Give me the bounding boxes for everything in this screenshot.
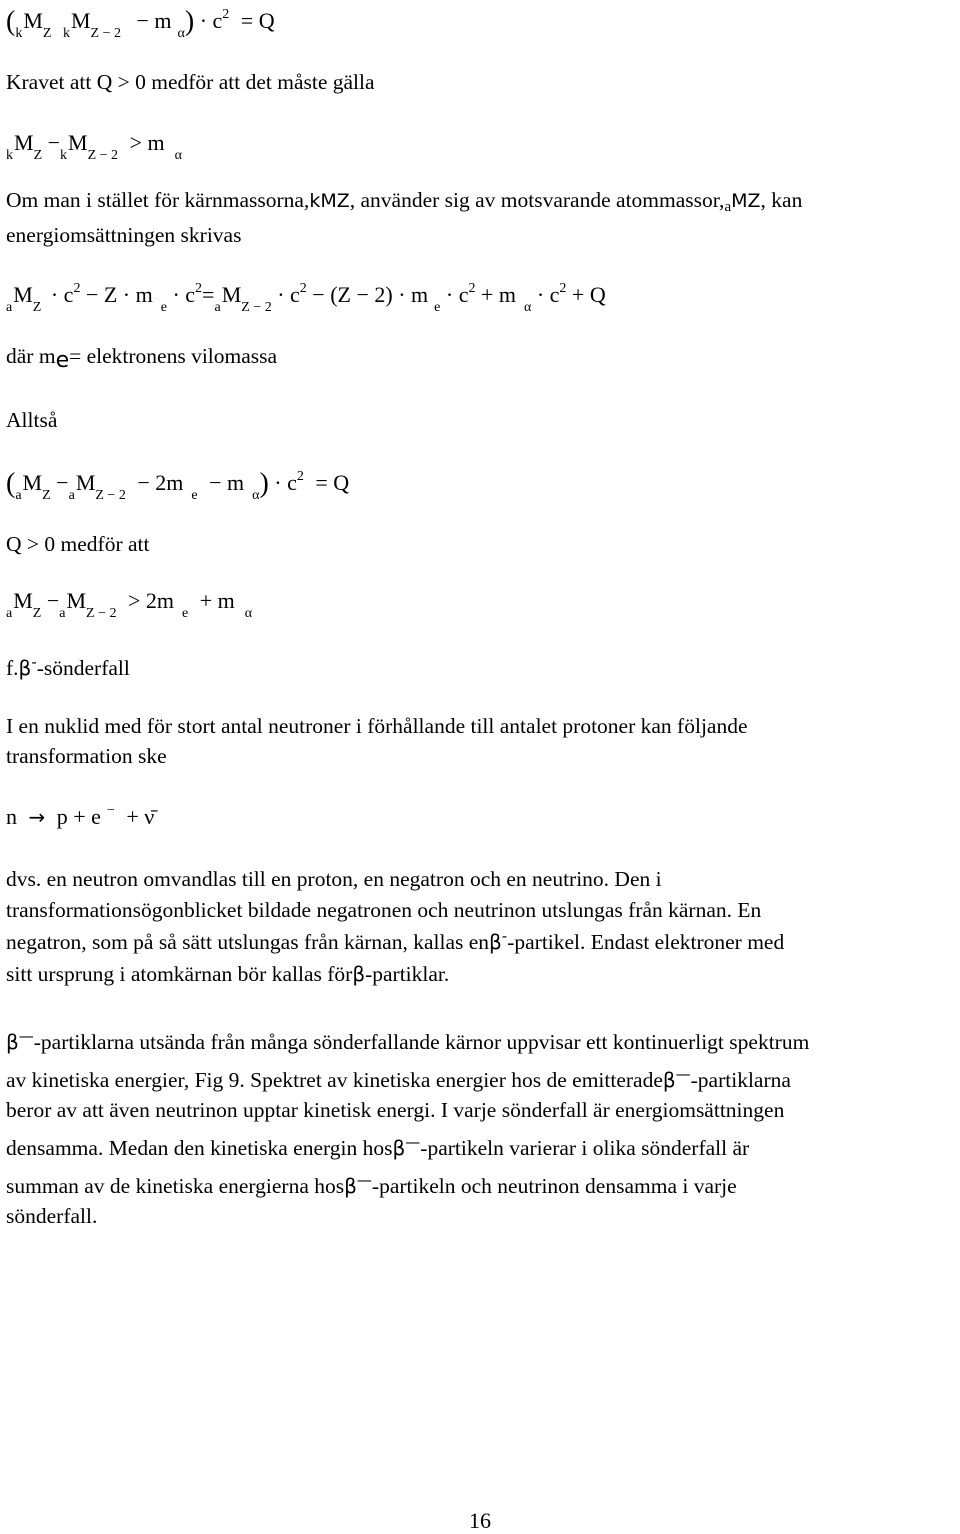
page-number: 16 xyxy=(469,1508,491,1533)
paragraph-thus: Alltså xyxy=(6,408,58,432)
paragraph-spectrum-line5: summan av de kinetiska energierna hosβ—-partikeln och neutrinon densamma i varje xyxy=(6,1171,737,1198)
paragraph-neutron-conversion-line2: transformationsögonblicket bildade negatronen och neutrinon utslungas från kärnan. En xyxy=(6,898,762,922)
paragraph-spectrum-line2: av kinetiska energier, Fig 9. Spektret av kinetiska energier hos de emitteradeβ—-partiklarna xyxy=(6,1065,791,1092)
paragraph-electron-rest-mass: där me= elektronens vilomassa xyxy=(6,344,278,373)
paragraph-spectrum-line4: densamma. Medan den kinetiska energin hosβ—-partikeln varierar i olika sönderfall är xyxy=(6,1133,750,1160)
paragraph-spectrum-line6: sönderfall. xyxy=(6,1204,98,1228)
paragraph-neutron-conversion-line4: sitt ursprung i atomkärnan bör kallas förβ-partiklar. xyxy=(6,962,450,986)
equation-condition-nuclear: kMZ −kMZ − 2 > mα xyxy=(6,130,182,163)
equation-beta-decay: n → p + e − + ν̄ xyxy=(6,803,155,829)
paragraph-atomic-masses-line2: energiomsättningen skrivas xyxy=(6,223,242,247)
paragraph-q-positive: Q > 0 medför att xyxy=(6,532,150,556)
paragraph-neutron-excess-line1: I en nuklid med för stort antal neutroner i förhållande till antalet protoner kan följande xyxy=(6,714,748,738)
equation-q-value-nuclear: (kMZ kMZ − 2 − mα) · c2 = Q xyxy=(6,6,275,41)
paragraph-requirement: Kravet att Q > 0 medför att det måste gälla xyxy=(6,70,375,94)
equation-condition-atomic: aMZ −aMZ − 2 > 2me + mα xyxy=(6,588,253,621)
equation-q-value-atomic: (aMZ −aMZ − 2 − 2me − mα) · c2 = Q xyxy=(6,468,350,503)
paragraph-neutron-conversion-line3: negatron, som på så sätt utslungas från kärnan, kallas enβ--partikel. Endast elektroner med xyxy=(6,927,785,954)
paragraph-atomic-masses-line1: Om man i stället för kärnmassorna,kMZ, använder sig av motsvarande atommassor,aMZ, kan xyxy=(6,188,803,215)
section-heading-beta-decay: f.β--sönderfall xyxy=(6,653,130,680)
paragraph-neutron-excess-line2: transformation ske xyxy=(6,744,167,768)
equation-energy-atomic-masses: aMZ · c2 − Z · me · c2=aMZ − 2 · c2 − (Z − 2) · me · c2 + mα · c2 + Q xyxy=(6,281,606,315)
paragraph-spectrum-line3: beror av att även neutrinon upptar kinetisk energi. I varje sönderfall är energiomsättningen xyxy=(6,1098,785,1122)
paragraph-spectrum-line1: β—-partiklarna utsända från många sönderfallande kärnor uppvisar ett kontinuerligt spektrum xyxy=(6,1027,810,1054)
beta-particle-link[interactable]: β--partikel xyxy=(489,927,581,954)
paragraph-neutron-conversion-line1: dvs. en neutron omvandlas till en proton, en negatron och en neutrino. Den i xyxy=(6,867,662,891)
